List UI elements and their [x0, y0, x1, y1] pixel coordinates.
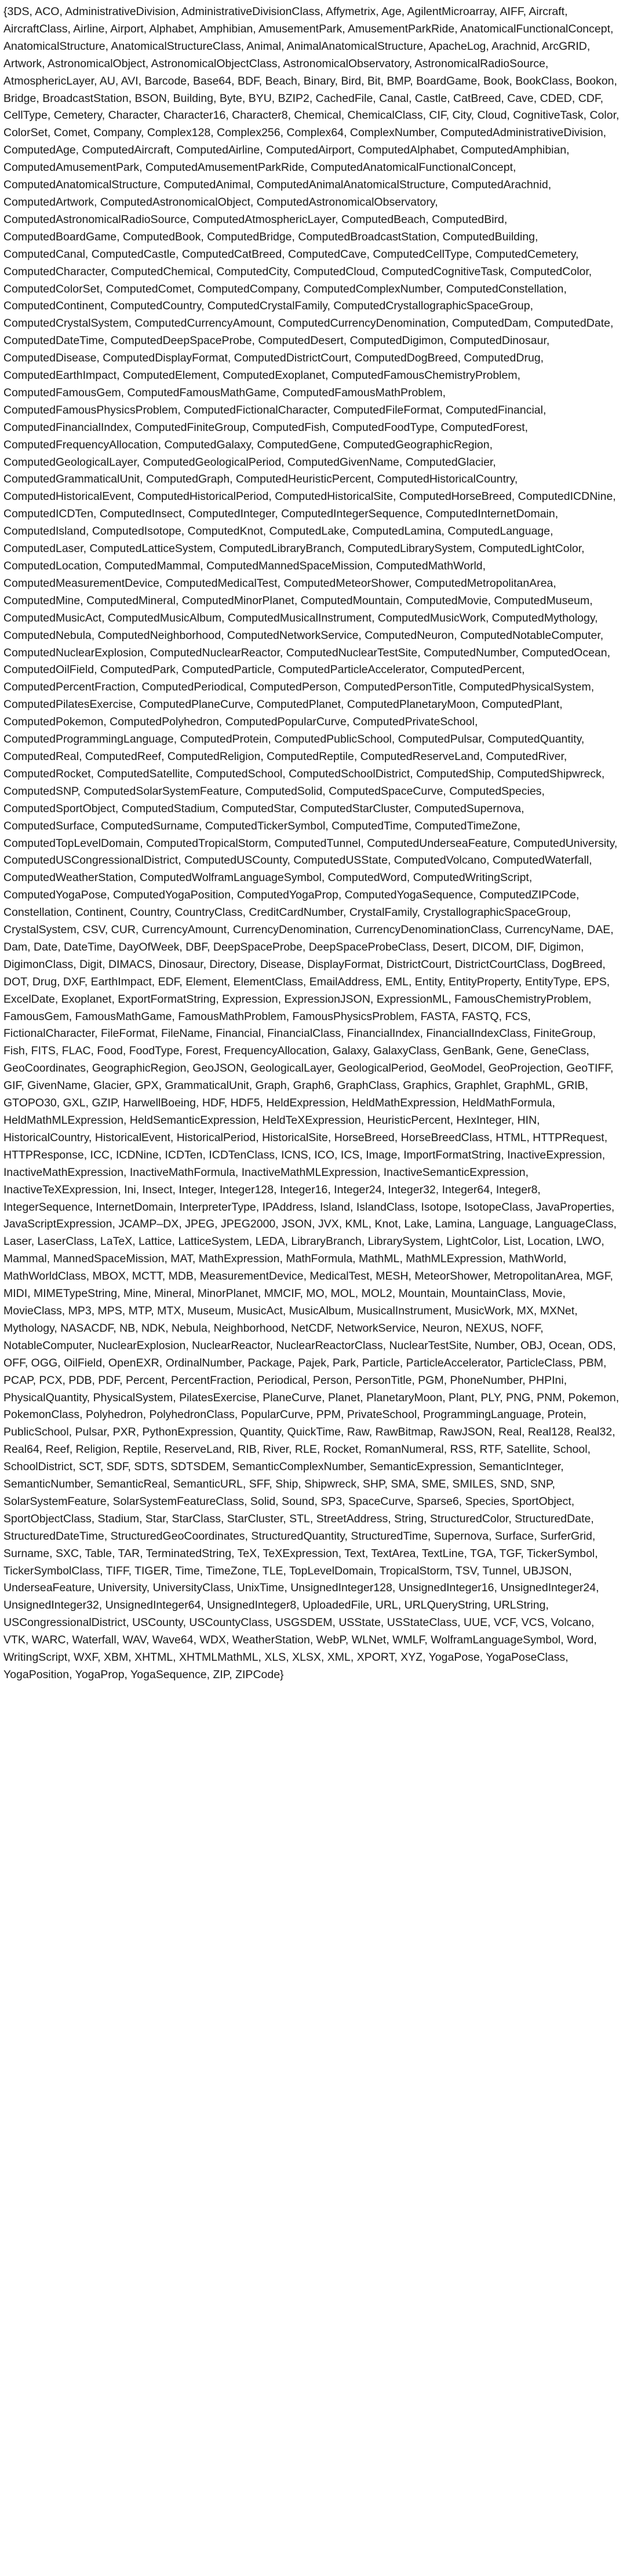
interpreter-type-list: {3DS, ACO, AdministrativeDivision, AdministrativeDivisionClass, Affymetrix, Age, AgilentMicroarray, AIFF, Aircraft, AircraftClass, Airline, Airport, Alphabet, Amphibian, AmusementPark, AmusementParkRide, AnatomicalFunctionalConcept, AnatomicalStructure, AnatomicalStructureClass, Animal, AnimalAnatomicalStructure, ApacheLog, Arachnid, ArcGRID, Artwork, AstronomicalObject, AstronomicalObjectClass, AstronomicalObservatory, AstronomicalRadioSource, AtmosphericLayer, AU, AVI, Barcode, Base64, BDF, Beach, Binary, Bird, Bit, BMP, BoardGame, Book, BookClass, Bookon, Bridge, BroadcastStation, BSON, Building, Byte, BYU, BZIP2, CachedFile, Canal, Castle, CatBreed, Cave, CDED, CDF, CellType, Cemetery, Character, Character16, Character8, Chemical, ChemicalClass, CIF, City, Cloud, CognitiveTask, Color, ColorSet, Comet, Company, Complex128, Complex256, Complex64, ComplexNumber, ComputedAdministrativeDivision, ComputedAge, ComputedAircraft, ComputedAirline, ComputedAirport, ComputedAlphabet, ComputedAmphibian, ComputedAmusementPark, ComputedAmusementParkRide, ComputedAnatomicalFunctionalConcept, ComputedAnatomicalStructure, ComputedAnimal, ComputedAnimalAnatomicalStructure, ComputedArachnid, ComputedArtwork, ComputedAstronomicalObject, ComputedAstronomicalObservatory, ComputedAstronomicalRadioSource, ComputedAtmosphericLayer, ComputedBeach, ComputedBird, ComputedBoardGame, ComputedBook, ComputedBridge, ComputedBroadcastStation, ComputedBuilding, ComputedCanal, ComputedCastle, ComputedCatBreed, ComputedCave, ComputedCellType, ComputedCemetery, ComputedCharacter, ComputedChemical, ComputedCity, ComputedCloud, ComputedCognitiveTask, ComputedColor, ComputedColorSet, ComputedComet, ComputedCompany, ComputedComplexNumber, ComputedConstellation, ComputedContinent, ComputedCountry, ComputedCrystalFamily, ComputedCrystallographicSpaceGroup, ComputedCrystalSystem, ComputedCurrencyAmount, ComputedCurrencyDenomination, ComputedDam, ComputedDate, ComputedDateTime, ComputedDeepSpaceProbe, ComputedDesert, ComputedDigimon, ComputedDinosaur, ComputedDisease, ComputedDisplayFormat, ComputedDistrictCourt, ComputedDogBreed, ComputedDrug, ComputedEarthImpact, ComputedElement, ComputedExoplanet, ComputedFamousChemistryProblem, ComputedFamousGem, ComputedFamousMathGame, ComputedFamousMathProblem, ComputedFamousPhysicsProblem, ComputedFictionalCharacter, ComputedFileFormat, ComputedFinancial, ComputedFinancialIndex, ComputedFiniteGroup, ComputedFish, ComputedFoodType, ComputedForest, ComputedFrequencyAllocation, ComputedGalaxy, ComputedGene, ComputedGeographicRegion, ComputedGeologicalLayer, ComputedGeologicalPeriod, ComputedGivenName, ComputedGlacier, ComputedGrammaticalUnit, ComputedGraph, ComputedHeuristicPercent, ComputedHistoricalCountry, ComputedHistoricalEvent, ComputedHistoricalPeriod, ComputedHistoricalSite, ComputedHorseBreed, ComputedICDNine, ComputedICDTen, ComputedInsect, ComputedInteger, ComputedIntegerSequence, ComputedInternetDomain, ComputedIsland, ComputedIsotope, ComputedKnot, ComputedLake, ComputedLamina, ComputedLanguage, ComputedLaser, ComputedLatticeSystem, ComputedLibraryBranch, ComputedLibrarySystem, ComputedLightColor, ComputedLocation, ComputedMammal, ComputedMannedSpaceMission, ComputedMathWorld, ComputedMeasurementDevice, ComputedMedicalTest, ComputedMeteorShower, ComputedMetropolitanArea, ComputedMine, ComputedMineral, ComputedMinorPlanet, ComputedMountain, ComputedMovie, ComputedMuseum, ComputedMusicAct, ComputedMusicAlbum, ComputedMusicalInstrument, ComputedMusicWork, ComputedMythology, ComputedNebula, ComputedNeighborhood, ComputedNetworkService, ComputedNeuron, ComputedNotableComputer, ComputedNuclearExplosion, ComputedNuclearReactor, ComputedNuclearTestSite, ComputedNumber, ComputedOcean, ComputedOilField, ComputedPark, ComputedParticle, ComputedParticleAccelerator, ComputedPercent, ComputedPercentFraction, ComputedPeriodical, ComputedPerson, ComputedPersonTitle, ComputedPhysicalSystem, ComputedPilatesExercise, ComputedPlaneCurve, ComputedPlanet, ComputedPlanetaryMoon, ComputedPlant, ComputedPokemon, ComputedPolyhedron, ComputedPopularCurve, ComputedPrivateSchool, ComputedProgrammingLanguage, ComputedProtein, ComputedPublicSchool, ComputedPulsar, ComputedQuantity, ComputedReal, ComputedReef, ComputedReligion, ComputedReptile, ComputedReserveLand, ComputedRiver, ComputedRocket, ComputedSatellite, ComputedSchool, ComputedSchoolDistrict, ComputedShip, ComputedShipwreck, ComputedSNP, ComputedSolarSystemFeature, ComputedSolid, ComputedSpaceCurve, ComputedSpecies, ComputedSportObject, ComputedStadium, ComputedStar, ComputedStarCluster, ComputedSupernova, ComputedSurface, ComputedSurname, ComputedTickerSymbol, ComputedTime, ComputedTimeZone, ComputedTopLevelDomain, ComputedTropicalStorm, ComputedTunnel, ComputedUnderseaFeature, ComputedUniversity, ComputedUSCongressionalDistrict, ComputedUSCounty, ComputedUSState, ComputedVolcano, ComputedWaterfall, ComputedWeatherStation, ComputedWolframLanguageSymbol, ComputedWord, ComputedWritingScript, ComputedYogaPose, ComputedYogaPosition, ComputedYogaProp, ComputedYogaSequence, ComputedZIPCode, Constellation, Continent, Country, CountryClass, CreditCardNumber, CrystalFamily, CrystallographicSpaceGroup, CrystalSystem, CSV, CUR, CurrencyAmount, CurrencyDenomination, CurrencyDenominationClass, CurrencyName, DAE, Dam, Date, DateTime, DayOfWeek, DBF, DeepSpaceProbe, DeepSpaceProbeClass, Desert, DICOM, DIF, Digimon, DigimonClass, Digit, DIMACS, Dinosaur, Directory, Disease, DisplayFormat, DistrictCourt, DistrictCourtClass, DogBreed, DOT, Drug, DXF, EarthImpact, EDF, Element, ElementClass, EmailAddress, EML, Entity, EntityProperty, EntityType, EPS, ExcelDate, Exoplanet, ExportFormatString, Expression, ExpressionJSON, ExpressionML, FamousChemistryProblem, FamousGem, FamousMathGame, FamousMathProblem, FamousPhysicsProblem, FASTA, FASTQ, FCS, FictionalCharacter, FileFormat, FileName, Financial, FinancialClass, FinancialIndex, FinancialIndexClass, FiniteGroup, Fish, FITS, FLAC, Food, FoodType, Forest, FrequencyAllocation, Galaxy, GalaxyClass, GenBank, Gene, GeneClass, GeoCoordinates, GeographicRegion, GeoJSON, GeologicalLayer, GeologicalPeriod, GeoModel, GeoProjection, GeoTIFF, GIF, GivenName, Glacier, GPX, GrammaticalUnit, Graph, Graph6, GraphClass, Graphics, Graphlet, GraphML, GRIB, GTOPO30, GXL, GZIP, HarwellBoeing, HDF, HDF5, HeldExpression, HeldMathExpression, HeldMathFormula, HeldMathMLExpression, HeldSemanticExpression, HeldTeXExpression, HeuristicPercent, HexInteger, HIN, HistoricalCountry, HistoricalEvent, HistoricalPeriod, HistoricalSite, HorseBreed, HorseBreedClass, HTML, HTTPRequest, HTTPResponse, ICC, ICDNine, ICDTen, ICDTenClass, ICNS, ICO, ICS, Image, ImportFormatString, InactiveExpression, InactiveMathExpression, InactiveMathFormula, InactiveMathMLExpression, InactiveSemanticExpression, InactiveTeXExpression, Ini, Insect, Integer, Integer128, Integer16, Integer24, Integer32, Integer64, Integer8, IntegerSequence, InternetDomain, InterpreterType, IPAddress, Island, IslandClass, Isotope, IsotopeClass, JavaProperties, JavaScriptExpression, JCAMP–DX, JPEG, JPEG2000, JSON, JVX, KML, Knot, Lake, Lamina, Language, LanguageClass, Laser, LaserClass, LaTeX, Lattice, LatticeSystem, LEDA, LibraryBranch, LibrarySystem, LightColor, List, Location, LWO, Mammal, MannedSpaceMission, MAT, MathExpression, MathFormula, MathML, MathMLExpression, MathWorld, MathWorldClass, MBOX, MCTT, MDB, MeasurementDevice, MedicalTest, MESH, MeteorShower, MetropolitanArea, MGF, MIDI, MIMETypeString, Mine, Mineral, MinorPlanet, MMCIF, MO, MOL, MOL2, Mountain, MountainClass, Movie, MovieClass, MP3, MPS, MTP, MTX, Museum, MusicAct, MusicAlbum, MusicalInstrument, MusicWork, MX, MXNet, Mythology, NASACDF, NB, NDK, Nebula, Neighborhood, NetCDF, NetworkService, Neuron, NEXUS, NOFF, NotableComputer, NuclearExplosion, NuclearReactor, NuclearReactorClass, NuclearTestSite, Number, OBJ, Ocean, ODS, OFF, OGG, OilField, OpenEXR, OrdinalNumber, Package, Pajek, Park, Particle, ParticleAccelerator, ParticleClass, PBM, PCAP, PCX, PDB, PDF, Percent, PercentFraction, Periodical, Person, PersonTitle, PGM, PhoneNumber, PHPIni, PhysicalQuantity, PhysicalSystem, PilatesExercise, PlaneCurve, Planet, PlanetaryMoon, Plant, PLY, PNG, PNM, Pokemon, PokemonClass, Polyhedron, PolyhedronClass, PopularCurve, PPM, PrivateSchool, ProgrammingLanguage, Protein, PublicSchool, Pulsar, PXR, PythonExpression, Quantity, QuickTime, Raw, RawBitmap, RawJSON, Real, Real128, Real32, Real64, Reef, Religion, Reptile, ReserveLand, RIB, River, RLE, Rocket, RomanNumeral, RSS, RTF, Satellite, School, SchoolDistrict, SCT, SDF, SDTS, SDTSDEM, SemanticComplexNumber, SemanticExpression, SemanticInteger, SemanticNumber, SemanticReal, SemanticURL, SFF, Ship, Shipwreck, SHP, SMA, SME, SMILES, SND, SNP, SolarSystemFeature, SolarSystemFeatureClass, Solid, Sound, SP3, SpaceCurve, Sparse6, Species, SportObject, SportObjectClass, Stadium, Star, StarClass, StarCluster, STL, StreetAddress, String, StructuredColor, StructuredDate, StructuredDateTime, StructuredGeoCoordinates, StructuredQuantity, StructuredTime, Supernova, Surface, SurferGrid, Surname, SXC, Table, TAR, TerminatedString, TeX, TeXExpression, Text, TextArea, TextLine, TGA, TGF, TickerSymbol, TickerSymbolClass, TIFF, TIGER, Time, TimeZone, TLE, TopLevelDomain, TropicalStorm, TSV, Tunnel, UBJSON, UnderseaFeature, University, UniversityClass, UnixTime, UnsignedInteger128, UnsignedInteger16, UnsignedInteger24, UnsignedInteger32, UnsignedInteger64, UnsignedInteger8, UploadedFile, URL, URLQueryString, URLString, USCongressionalDistrict, USCounty, USCountyClass, USGSDEM, USState, USStateClass, UUE, VCF, VCS, Volcano, VTK, WARC, Waterfall, WAV, Wave64, WDX, WeatherStation, WebP, WLNet, WMLF, WolframLanguageSymbol, Word, WritingScript, WXF, XBM, XHTML, XHTMLMathML, XLS, XLSX, XML, XPORT, XYZ, YogaPose, YogaPoseClass, YogaPosition, YogaProp, YogaSequence, ZIP, ZIPCode} [3, 5, 620, 1681]
